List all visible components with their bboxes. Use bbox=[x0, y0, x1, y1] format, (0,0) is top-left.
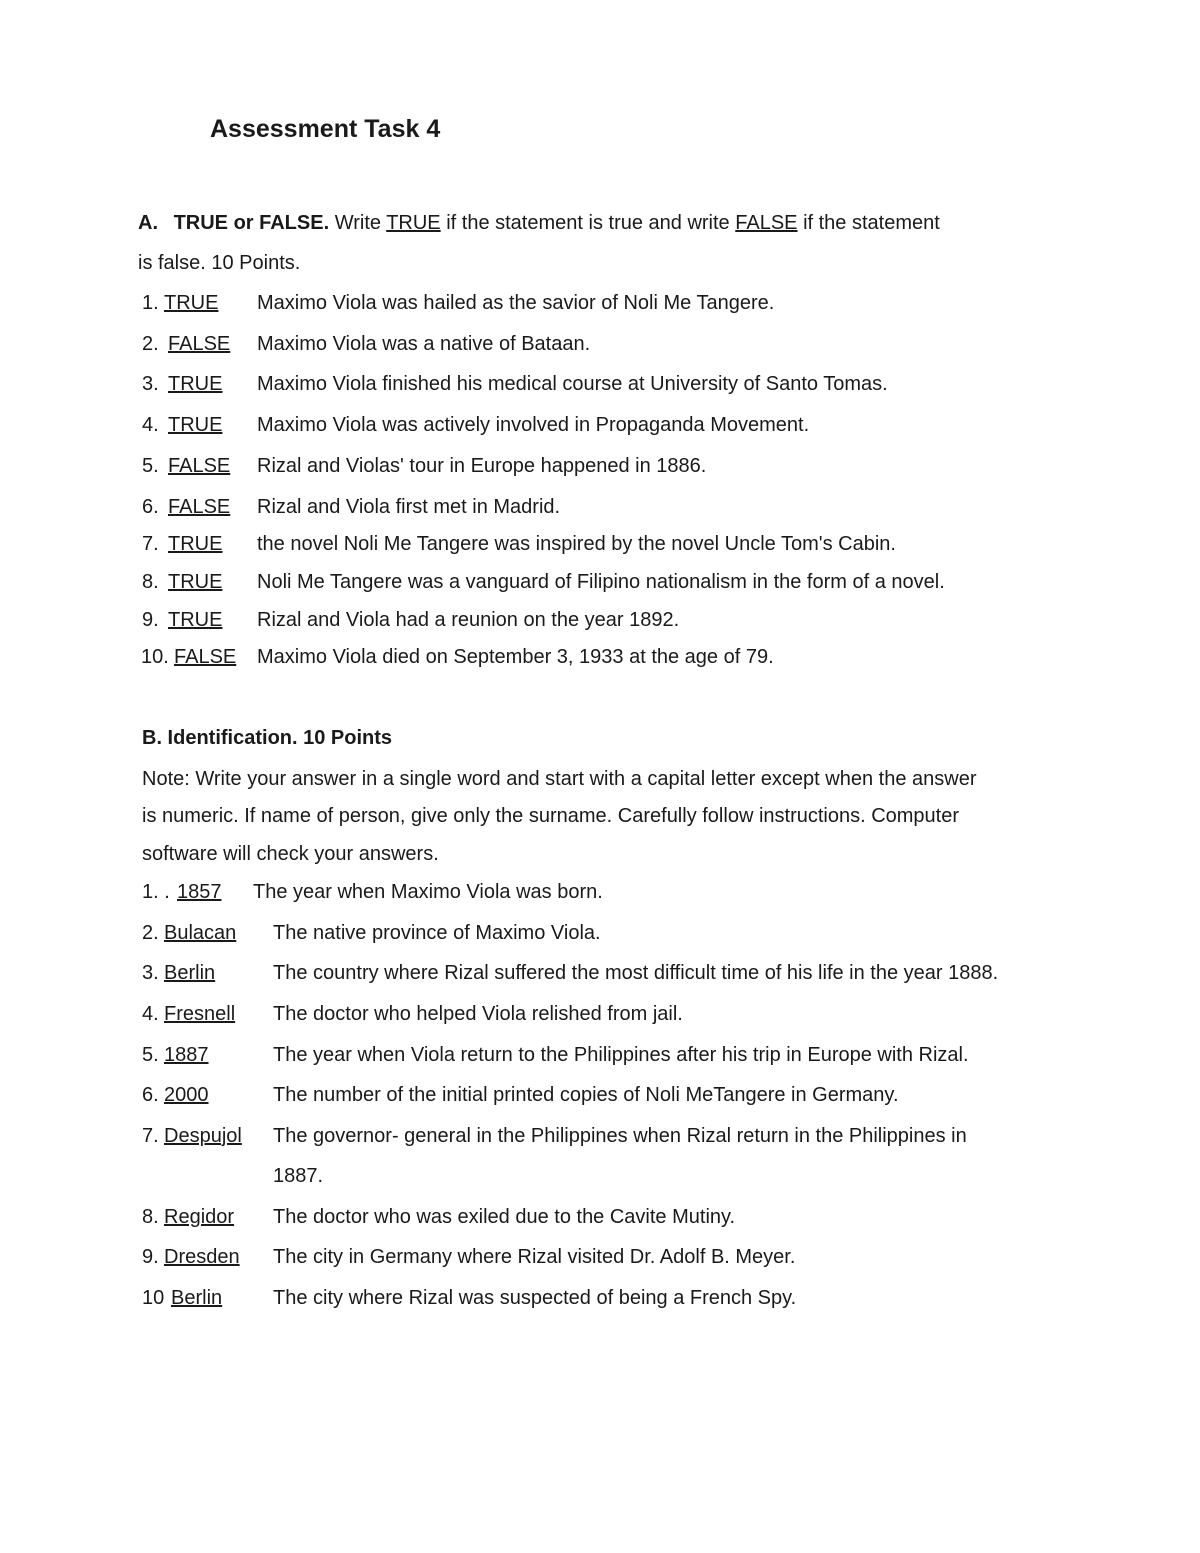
answer-field[interactable]: Dresden bbox=[164, 1246, 240, 1268]
item-number: 9. bbox=[142, 609, 159, 631]
answer-field[interactable]: FALSE bbox=[168, 333, 231, 355]
description-text: The doctor who helped Viola relished from jail. bbox=[273, 1003, 683, 1025]
description-text: The year when Viola return to the Philippines after his trip in Europe with Rizal. bbox=[273, 1044, 969, 1066]
id-item bbox=[142, 962, 998, 985]
item-number: 5. bbox=[142, 455, 159, 477]
section-a-instructions bbox=[138, 212, 940, 235]
answer-field[interactable]: Regidor bbox=[164, 1206, 235, 1228]
item-number: 7. bbox=[142, 1125, 159, 1147]
answer-field[interactable]: TRUE bbox=[168, 533, 223, 555]
section-a-instructions-line2: is false. 10 Points. bbox=[138, 252, 301, 274]
description-text: The country where Rizal suffered the most difficult time of his life in the year 1888. bbox=[273, 962, 999, 984]
answer-field[interactable]: Bulacan bbox=[164, 922, 237, 944]
page-title: Assessment Task 4 bbox=[210, 115, 441, 143]
item-number: 8. bbox=[142, 571, 159, 593]
tf-item bbox=[142, 292, 774, 315]
note-line: is numeric. If name of person, give only the surname. Carefully follow instructions. Computer bbox=[142, 805, 960, 827]
answer-field[interactable]: TRUE bbox=[164, 292, 219, 314]
statement-text: Rizal and Violas' tour in Europe happened in 1886. bbox=[257, 455, 707, 477]
item-number: 1. bbox=[142, 292, 159, 314]
id-item bbox=[142, 1206, 735, 1229]
id-item bbox=[142, 1044, 969, 1067]
section-a-instr-false: FALSE bbox=[735, 212, 798, 234]
item-number: 8. bbox=[142, 1206, 159, 1228]
answer-field[interactable]: 1857 bbox=[177, 881, 222, 903]
item-number: 7. bbox=[142, 533, 159, 555]
answer-field[interactable]: TRUE bbox=[168, 373, 223, 395]
item-number: 10. bbox=[141, 646, 169, 668]
statement-text: Rizal and Viola first met in Madrid. bbox=[257, 496, 561, 518]
id-item bbox=[142, 881, 603, 904]
answer-field[interactable]: FALSE bbox=[168, 455, 231, 477]
description-text: The governor- general in the Philippines when Rizal return in the Philippines in bbox=[273, 1125, 967, 1147]
item-number: 5. bbox=[142, 1044, 159, 1066]
description-text: The number of the initial printed copies of Noli MeTangere in Germany. bbox=[273, 1084, 899, 1106]
description-text: The city where Rizal was suspected of being a French Spy. bbox=[273, 1287, 797, 1309]
id-item bbox=[142, 1084, 899, 1107]
item-number: 4. bbox=[142, 1003, 159, 1025]
tf-item bbox=[142, 455, 706, 478]
section-a-heading: TRUE or FALSE. bbox=[173, 212, 330, 234]
item-number: 2. bbox=[142, 922, 159, 944]
answer-field[interactable]: Berlin bbox=[171, 1287, 223, 1309]
item-number: 3. bbox=[142, 962, 159, 984]
tf-item bbox=[142, 414, 809, 437]
statement-text: Rizal and Viola had a reunion on the year 1892. bbox=[257, 609, 680, 631]
statement-text: Maximo Viola was actively involved in Propaganda Movement. bbox=[257, 414, 810, 436]
answer-field[interactable]: FALSE bbox=[174, 646, 237, 668]
item-number: 10 bbox=[142, 1287, 165, 1309]
id-item bbox=[142, 922, 601, 945]
id-item bbox=[142, 1246, 795, 1269]
statement-text: Maximo Viola was a native of Bataan. bbox=[257, 333, 591, 355]
id-item bbox=[142, 1125, 967, 1148]
tf-item bbox=[142, 333, 590, 356]
tf-item bbox=[141, 646, 774, 669]
item-number: 6. bbox=[142, 496, 159, 518]
item-number: 2. bbox=[142, 333, 159, 355]
section-a-instr-2: if the statement is true and write bbox=[440, 212, 736, 234]
answer-field[interactable]: Fresnell bbox=[164, 1003, 236, 1025]
description-text: The doctor who was exiled due to the Cavite Mutiny. bbox=[273, 1206, 736, 1228]
item-number: 3. bbox=[142, 373, 159, 395]
item-number: 1. . bbox=[142, 881, 170, 903]
statement-text: Maximo Viola died on September 3, 1933 at the age of 79. bbox=[257, 646, 774, 668]
answer-field[interactable]: TRUE bbox=[168, 571, 223, 593]
answer-field[interactable]: Despujol bbox=[164, 1125, 242, 1147]
item-number: 4. bbox=[142, 414, 159, 436]
answer-field[interactable]: TRUE bbox=[168, 609, 223, 631]
answer-field[interactable]: 1887 bbox=[164, 1044, 209, 1066]
answer-field[interactable]: TRUE bbox=[168, 414, 223, 436]
answer-field[interactable]: 2000 bbox=[164, 1084, 209, 1106]
section-a-label: A. bbox=[138, 212, 158, 234]
description-text: The year when Maximo Viola was born. bbox=[253, 881, 603, 903]
tf-item bbox=[142, 609, 679, 632]
id-item bbox=[142, 1287, 796, 1310]
item-7-continuation: 1887. bbox=[273, 1165, 324, 1187]
id-item bbox=[142, 1003, 683, 1026]
tf-item bbox=[142, 373, 888, 396]
tf-item bbox=[142, 533, 896, 556]
statement-text: the novel Noli Me Tangere was inspired by the novel Uncle Tom's Cabin. bbox=[257, 533, 896, 555]
statement-text: Maximo Viola was hailed as the savior of Noli Me Tangere. bbox=[257, 292, 775, 314]
answer-field[interactable]: FALSE bbox=[168, 496, 231, 518]
answer-field[interactable]: Berlin bbox=[164, 962, 216, 984]
statement-text: Noli Me Tangere was a vanguard of Filipino nationalism in the form of a novel. bbox=[257, 571, 945, 593]
section-a-instr-3: if the statement bbox=[797, 212, 940, 234]
item-number: 6. bbox=[142, 1084, 159, 1106]
section-a-instr-true: TRUE bbox=[386, 212, 441, 234]
section-b-heading: B. Identification. 10 Points bbox=[142, 727, 393, 749]
item-number: 9. bbox=[142, 1246, 159, 1268]
description-text: The native province of Maximo Viola. bbox=[273, 922, 601, 944]
tf-item bbox=[142, 571, 945, 594]
note-line: software will check your answers. bbox=[142, 843, 439, 865]
note-line: Note: Write your answer in a single word and start with a capital letter except when the answer bbox=[142, 768, 977, 790]
section-a-instr-1: Write bbox=[329, 212, 387, 234]
statement-text: Maximo Viola finished his medical course at University of Santo Tomas. bbox=[257, 373, 888, 395]
tf-item bbox=[142, 496, 560, 519]
description-text: The city in Germany where Rizal visited Dr. Adolf B. Meyer. bbox=[273, 1246, 796, 1268]
